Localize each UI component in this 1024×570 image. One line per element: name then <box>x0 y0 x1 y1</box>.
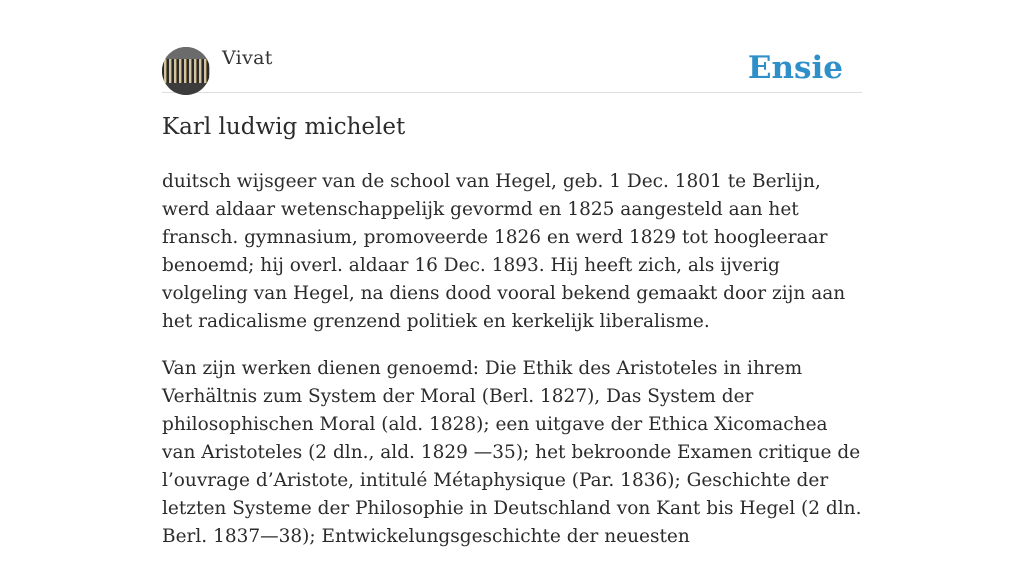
site-header <box>162 44 862 93</box>
article-body <box>162 168 862 570</box>
author-name-link[interactable]: Vivat <box>222 47 273 69</box>
article-paragraph: duitsch wijsgeer van de school van Hegel, geb. 1 Dec. 1801 te Berlijn, werd aldaar wetenschappelijk gevormd en 1825 aangesteld aan het fransch. gymnasium, promoveerde 1826 en werd 1829 tot hoogleeraar benoemd; hij overl. aldaar 16 Dec. 1893. Hij heeft zich, als ijverig volgeling van Hegel, na diens dood vooral bekend gemaakt door zijn aan het radicalisme grenzend politiek en kerkelijk liberalisme. <box>162 171 846 332</box>
article-title: Karl ludwig michelet <box>162 114 406 140</box>
article-paragraph: Van zijn werken dienen genoemd: Die Ethik des Aristoteles in ihrem Verhältnis zum System der Moral (Berl. 1827), Das System der philosophischen Moral (ald. 1828); een uitgave der Ethica Xicomachea van Aristoteles (2 dln., ald. 1829 —35); het bekroonde Examen critique de l’ouvrage d’Aristote, intitulé Métaphysique (Par. 1836); Geschichte der letzten Systeme der Philosophie in Deutschland von Kant bis Hegel (2 dln. Berl. 1837—38); Entwickelungsgeschichte der neuesten <box>162 358 862 547</box>
bookshelf-icon <box>162 59 210 83</box>
avatar-shelf-top <box>162 47 210 59</box>
avatar-shelf-bottom <box>162 83 210 95</box>
brand-logo-link[interactable]: Ensie <box>747 50 843 86</box>
user-avatar[interactable] <box>162 47 210 95</box>
